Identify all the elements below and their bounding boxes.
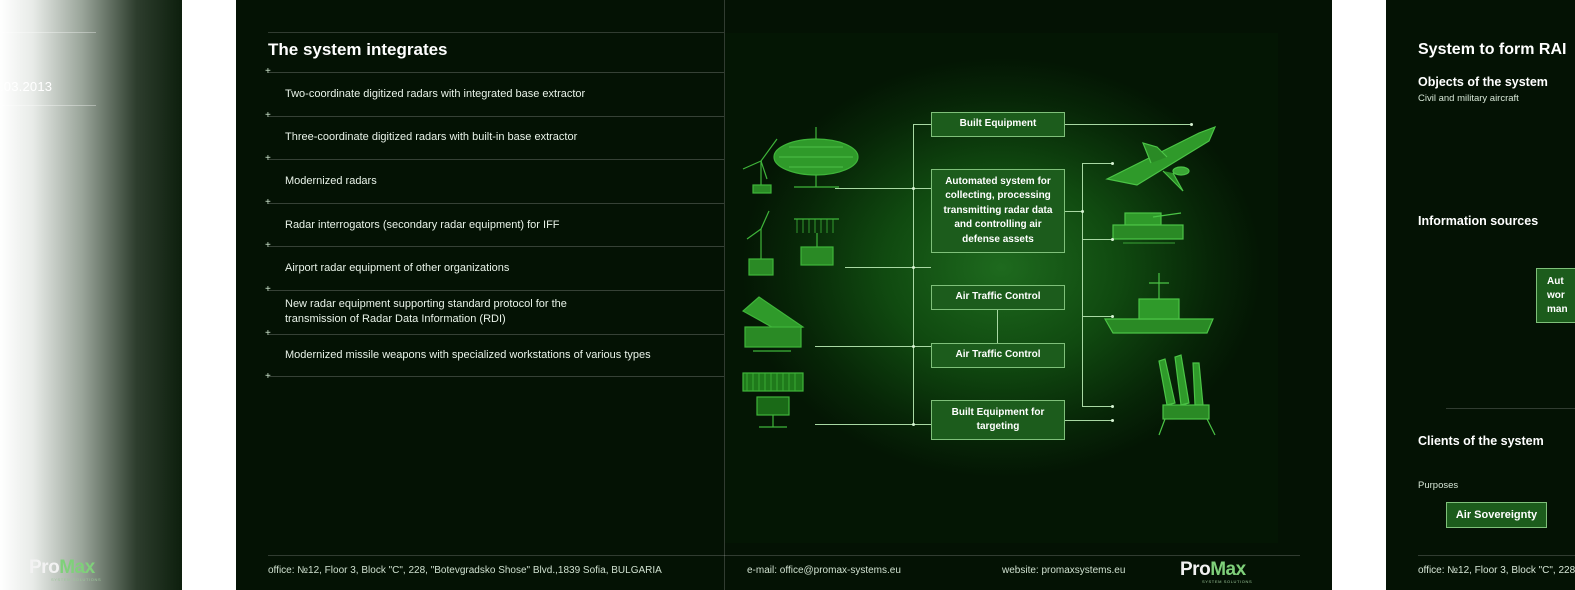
airplane-icon (1107, 127, 1215, 191)
website-link[interactable]: website: promaxsystems.eu (1002, 565, 1126, 576)
email-link[interactable]: e-mail: office@promax-systems.eu (747, 565, 901, 576)
equipment-icons (739, 121, 889, 441)
next-slide[interactable] (1386, 0, 1575, 590)
slide-date: .03.2013 (0, 79, 53, 94)
list-item: + Modernized missile weapons with specialized workstations of various types + (268, 334, 724, 378)
previous-slide[interactable] (0, 0, 182, 590)
integration-diagram (725, 33, 1278, 543)
air-traffic-control-box[interactable]: Air Traffic Control (931, 343, 1065, 368)
missile-launcher-icon (743, 297, 803, 351)
plus-icon: + (265, 327, 271, 339)
list-item: + Three-coordinate digitized radars with built-in base extractor (268, 116, 724, 160)
list-item: + Airport radar equipment of other organizations (268, 246, 724, 290)
divider (0, 105, 96, 106)
section-heading: Information sources (1418, 214, 1539, 228)
list-item: + Two-coordinate digitized radars with integrated base extractor (268, 72, 724, 116)
section-subtext: Civil and military aircraft (1418, 93, 1519, 104)
list-item: + Modernized radars (268, 159, 724, 203)
missile-system-icon (1159, 355, 1215, 435)
list-item: + New radar equipment supporting standard protocol for the transmission of Radar Data Information (RDI) (268, 290, 724, 334)
plus-icon: + (265, 109, 271, 121)
warship-icon (1105, 273, 1213, 333)
plus-icon: + (265, 153, 271, 165)
air-traffic-control-box[interactable]: Air Traffic Control (931, 285, 1065, 310)
antenna-array-icon (743, 373, 803, 427)
list-item: + Radar interrogators (secondary radar equipment) for IFF (268, 203, 724, 247)
radar-dome-icon (774, 127, 858, 187)
integration-list (265, 66, 724, 383)
office-address: office: №12, Floor 3, Block "C", 228 (1418, 565, 1575, 576)
plus-icon: + (265, 196, 271, 208)
promax-logo: ProMax SYSTEM SOLUTIONS (29, 557, 102, 582)
target-icons (1103, 123, 1233, 443)
promax-logo: ProMax SYSTEM SOLUTIONS (1180, 559, 1253, 584)
plus-icon: + (265, 66, 271, 77)
plus-icon: + (265, 283, 271, 295)
purposes-label: Purposes (1418, 480, 1459, 491)
radar-antenna-icon (794, 219, 839, 265)
tank-icon (1113, 213, 1183, 243)
plus-icon: + (265, 240, 271, 252)
plus-icon: + (265, 371, 271, 383)
air-sovereignty-button[interactable]: Air Sovereignty (1446, 502, 1547, 528)
current-slide[interactable] (236, 0, 1332, 590)
info-source-box[interactable]: Aut wor man (1536, 268, 1575, 323)
divider (0, 32, 96, 33)
slide-title: System to form RAI (1418, 41, 1567, 58)
wind-turbine-icon (743, 139, 777, 193)
slide-title: The system integrates (268, 40, 448, 59)
automated-system-box[interactable]: Automated system for collecting, processing transmitting radar data and controlling air defense assets (931, 169, 1065, 253)
built-equipment-box[interactable]: Built Equipment (931, 112, 1065, 137)
section-heading: Objects of the system (1418, 75, 1548, 89)
targeting-equipment-box[interactable]: Built Equipment for targeting (931, 400, 1065, 440)
wind-turbine-icon (747, 211, 773, 275)
section-heading: Clients of the system (1418, 434, 1544, 448)
office-address: office: №12, Floor 3, Block "C", 228, "Botevgradsko Shose" Blvd.,1839 Sofia, BULGARIA (268, 565, 662, 576)
